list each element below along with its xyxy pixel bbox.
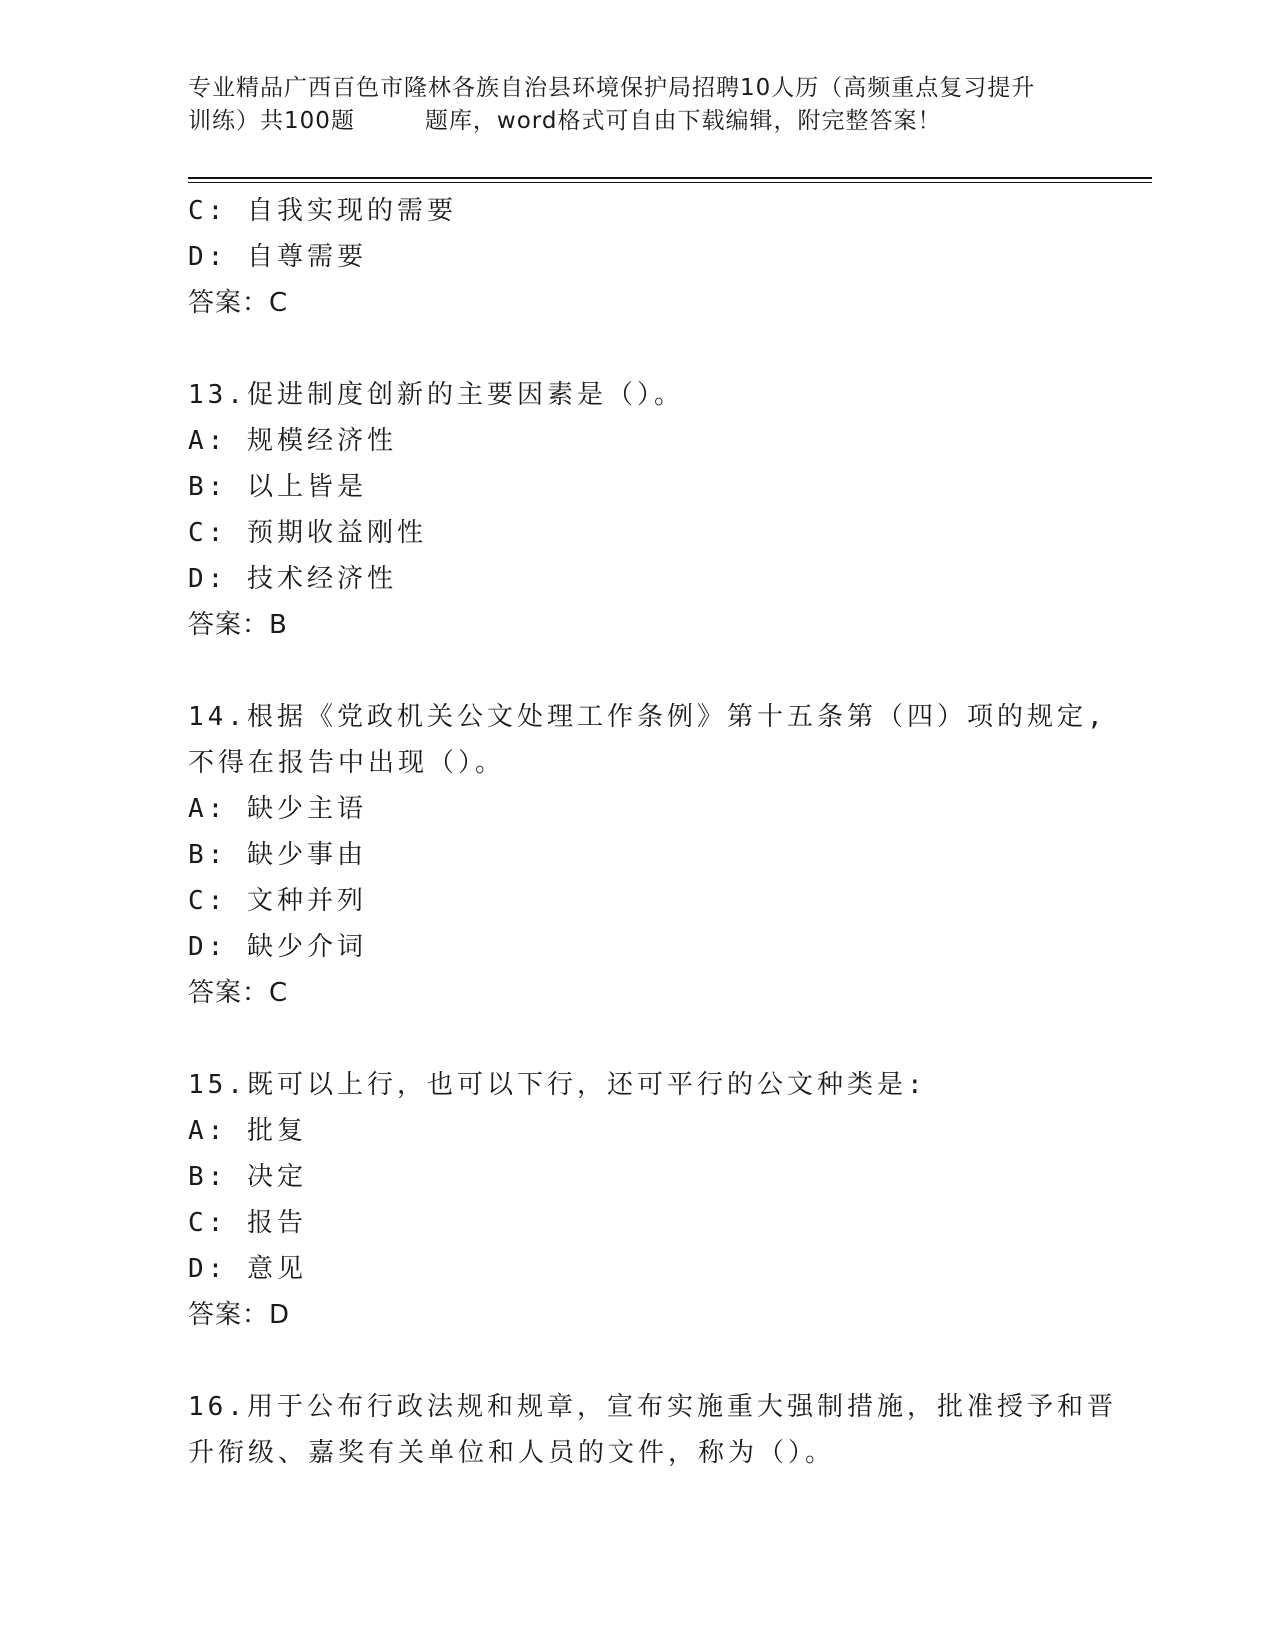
q15-option-c: C: 报告 (188, 1208, 307, 1238)
q12-option-d: D: 自尊需要 (188, 242, 367, 272)
q12-answer: 答案：C (188, 288, 289, 318)
q15-option-d: D: 意见 (188, 1254, 307, 1284)
q14-answer: 答案：C (188, 978, 289, 1008)
q14-question-line-1: 14.根据《党政机关公文处理工作条例》第十五条第（四）项的规定, (188, 702, 1107, 732)
header-divider-thick (188, 177, 1152, 179)
header-title-line-2 (188, 105, 1088, 138)
q14-option-b: B: 缺少事由 (188, 840, 367, 870)
header-divider-thin (188, 182, 1152, 183)
q16-question-line-2: 升衔级、嘉奖有关单位和人员的文件，称为（）。 (188, 1438, 836, 1468)
spacer (188, 1016, 1088, 1062)
q14-option-c: C: 文种并列 (188, 886, 367, 916)
q13-answer: 答案：B (188, 610, 288, 640)
page-header (188, 72, 1088, 138)
question-list (188, 188, 1117, 1476)
q16-question-line-1: 16.用于公布行政法规和规章，宣布实施重大强制措施，批准授予和晋 (188, 1392, 1117, 1422)
q13-option-c: C: 预期收益刚性 (188, 518, 427, 548)
header-title-line-1: 专业精品广西百色市隆林各族自治县环境保护局招聘10人历（高频重点复习提升 (188, 75, 1036, 101)
q14-option-a: A: 缺少主语 (188, 794, 367, 824)
q13-option-a: A: 规模经济性 (188, 426, 397, 456)
q15-answer: 答案：D (188, 1300, 291, 1330)
q15-question: 15.既可以上行，也可以下行，还可平行的公文种类是: (188, 1070, 927, 1100)
spacer (188, 1338, 1088, 1384)
spacer (188, 648, 1088, 694)
q15-option-b: B: 决定 (188, 1162, 307, 1192)
header-title-part-b: 题库，word格式可自由下载编辑，附完整答案！ (424, 108, 942, 134)
q15-option-a: A: 批复 (188, 1116, 307, 1146)
header-title-part-a: 训练）共100题 (188, 108, 355, 134)
q14-option-d: D: 缺少介词 (188, 932, 367, 962)
q13-option-d: D: 技术经济性 (188, 564, 397, 594)
q13-question: 13.促进制度创新的主要因素是（）。 (188, 380, 684, 410)
q14-question-line-2: 不得在报告中出现（）。 (188, 748, 506, 778)
spacer (188, 326, 1088, 372)
q13-option-b: B: 以上皆是 (188, 472, 367, 502)
q12-option-c: C: 自我实现的需要 (188, 196, 457, 226)
